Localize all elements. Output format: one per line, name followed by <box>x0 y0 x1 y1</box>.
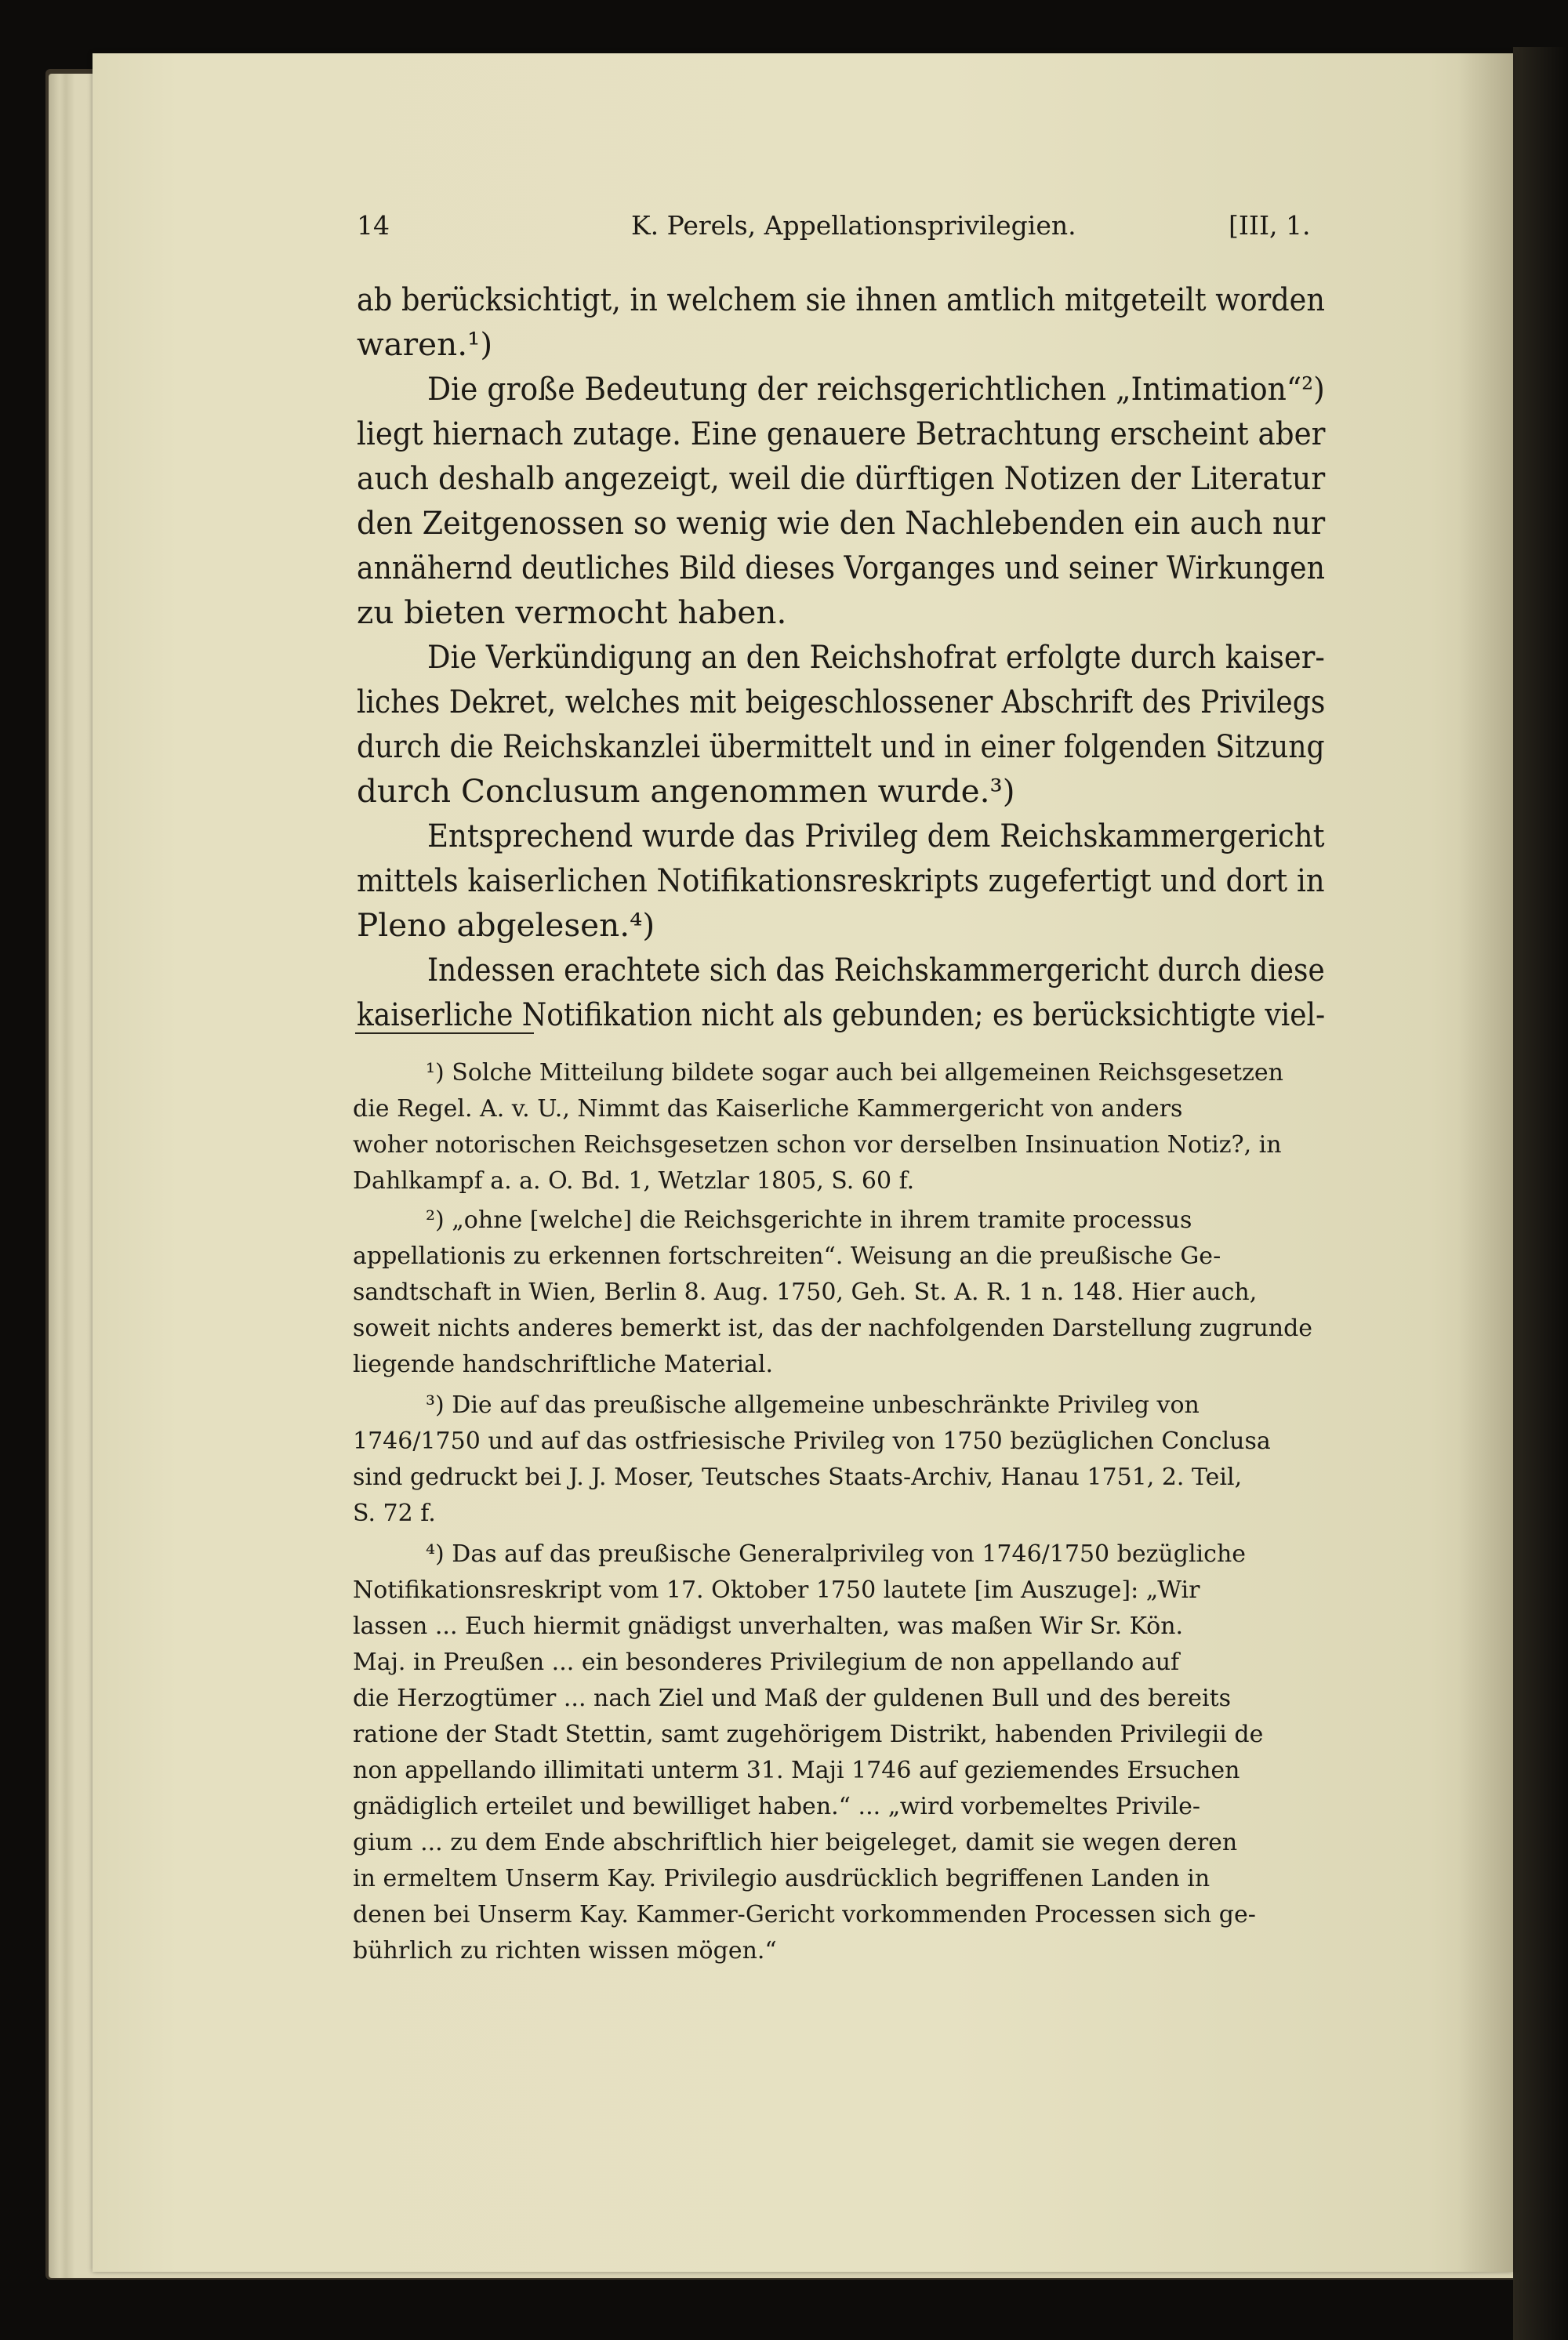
body-line: Die große Bedeutung der reichsgerichtlichen „Intimation“²) <box>427 370 1325 408</box>
footnote-line: ³) Die auf das preußische allgemeine unbeschränkte Privileg von <box>426 1391 1200 1419</box>
body-line: zu bieten vermocht haben. <box>357 593 787 631</box>
footnote-line: Notifikationsreskript vom 17. Oktober 1750 lautete [im Auszuge]: „Wir <box>353 1576 1200 1604</box>
footnote-line: Maj. in Preußen ... ein besonderes Privilegium de non appellando auf <box>353 1649 1180 1676</box>
footnote-line: ¹) Solche Mitteilung bildete sogar auch bei allgemeinen Reichsgesetzen <box>426 1059 1283 1087</box>
footnote-line: sind gedruckt bei J. J. Moser, Teutsches Staats-Archiv, Hanau 1751, 2. Teil, <box>353 1464 1243 1491</box>
footnote-line: sandtschaft in Wien, Berlin 8. Aug. 1750, Geh. St. A. R. 1 n. 148. Hier auch, <box>353 1279 1258 1306</box>
body-line: waren.¹) <box>357 325 493 363</box>
body-line: ab berücksichtigt, in welchem sie ihnen amtlich mitgeteilt worden <box>357 281 1325 318</box>
body-line: kaiserliche Notifikation nicht als gebunden; es berücksichtigte viel- <box>357 996 1326 1033</box>
body-line: Indessen erachtete sich das Reichskammergericht durch diese <box>427 951 1325 989</box>
footnote-line: die Regel. A. v. U., Nimmt das Kaiserliche Kammergericht von anders <box>353 1095 1183 1123</box>
footnote-line: ratione der Stadt Stettin, samt zugehörigem Distrikt, habenden Privilegii de <box>353 1721 1264 1748</box>
footnote-line: in ermeltem Unserm Kay. Privilegio ausdrücklich begriffenen Landen in <box>353 1865 1210 1892</box>
footnote-line: Dahlkampf a. a. O. Bd. 1, Wetzlar 1805, S. 60 f. <box>353 1167 915 1195</box>
footnote-line: die Herzogtümer ... nach Ziel und Maß der guldenen Bull und des bereits <box>353 1685 1232 1712</box>
body-line: durch Conclusum angenommen wurde.³) <box>357 772 1015 810</box>
footnote-line: S. 72 f. <box>353 1500 436 1527</box>
footnote-line: soweit nichts anderes bemerkt ist, das der nachfolgenden Darstellung zugrunde <box>353 1315 1313 1342</box>
body-line: auch deshalb angezeigt, weil die dürftigen Notizen der Literatur <box>357 459 1326 497</box>
footnote-line: non appellando illimitati unterm 31. Maji 1746 auf geziemendes Ersuchen <box>353 1757 1240 1784</box>
body-line: den Zeitgenossen so wenig wie den Nachlebenden ein auch nur <box>357 504 1326 542</box>
body-line: Entsprechend wurde das Privileg dem Reichskammergericht <box>427 817 1325 854</box>
footnote-separator <box>355 1032 534 1034</box>
gutter-shadow <box>1513 47 1568 2340</box>
footnote-line: denen bei Unserm Kay. Kammer-Gericht vorkommenden Processen sich ge- <box>353 1901 1256 1928</box>
body-line: liegt hiernach zutage. Eine genauere Betrachtung erscheint aber <box>357 415 1326 452</box>
footnote-line: woher notorischen Reichsgesetzen schon vor derselben Insinuation Notiz?, in <box>353 1131 1282 1159</box>
footnote-line: liegende handschriftliche Material. <box>353 1351 774 1378</box>
footnote-line: bührlich zu richten wissen mögen.“ <box>353 1937 777 1965</box>
footnote-line: ⁴) Das auf das preußische Generalprivileg von 1746/1750 bezügliche <box>426 1540 1247 1568</box>
footnote-line: 1746/1750 und auf das ostfriesische Privileg von 1750 bezüglichen Conclusa <box>353 1428 1271 1455</box>
body-line: durch die Reichskanzlei übermittelt und in einer folgenden Sitzung <box>357 727 1325 765</box>
footnote-line: ²) „ohne [welche] die Reichsgerichte in ihrem tramite processus <box>426 1206 1192 1234</box>
body-line: annähernd deutliches Bild dieses Vorganges und seiner Wirkungen <box>357 549 1325 586</box>
footnote-line: gnädiglich erteilet und bewilliget haben.“ ... „wird vorbemeltes Privile- <box>353 1793 1201 1820</box>
footnote-line: gium ... zu dem Ende abschriftlich hier beigeleget, damit sie wegen deren <box>353 1829 1238 1856</box>
footnote-line: lassen ... Euch hiermit gnädigst unverhalten, was maßen Wir Sr. Kön. <box>353 1613 1184 1640</box>
section-reference: [III, 1. <box>1229 210 1311 241</box>
running-title: K. Perels, Appellationsprivilegien. <box>631 210 1076 241</box>
body-line: Pleno abgelesen.⁴) <box>357 906 655 944</box>
body-line: liches Dekret, welches mit beigeschlossener Abschrift des Privilegs <box>357 683 1326 720</box>
body-line: Die Verkündigung an den Reichshofrat erfolgte durch kaiser- <box>427 638 1325 676</box>
page-number: 14 <box>357 210 390 241</box>
body-line: mittels kaiserlichen Notifikationsreskripts zugefertigt und dort in <box>357 862 1325 899</box>
footnote-line: appellationis zu erkennen fortschreiten“. Weisung an die preußische Ge- <box>353 1243 1221 1270</box>
